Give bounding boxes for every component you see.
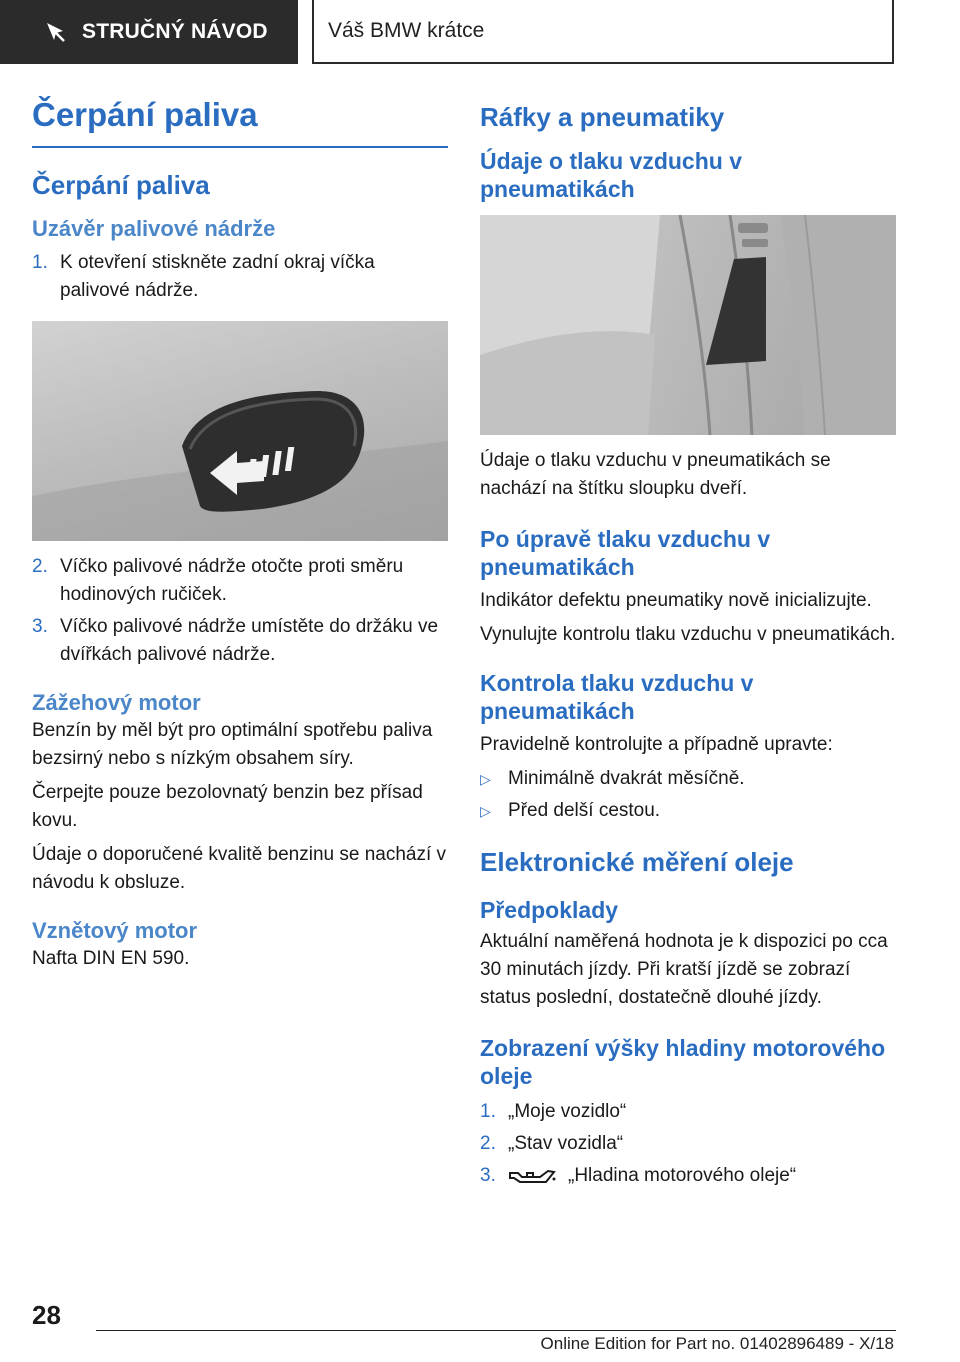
left-column	[32, 96, 448, 973]
header-section-title	[312, 0, 894, 64]
list-item	[480, 1130, 896, 1158]
step-text: „Stav vozidla“	[508, 1133, 624, 1154]
bullet-text: Minimálně dvakrát měsíčně.	[508, 768, 745, 789]
step-text: Víčko palivové nádrže umístěte do držáku ve dvířkách palivové nádrže.	[60, 616, 439, 665]
pointer-arrow-icon	[44, 20, 68, 44]
footer-edition: Online Edition for Part no. 01402896489 - X/18	[540, 1334, 894, 1353]
petrol-heading: Zážehový motor	[32, 690, 201, 715]
oil-measurement-title: Elektronické měření oleje	[480, 847, 794, 877]
petrol-paragraph-2: Čerpejte pouze bezolovnatý benzin bez přísad kovu.	[32, 782, 423, 831]
list-item	[32, 613, 448, 669]
oil-level-heading: Zobrazení výšky hladiny motorového oleje	[480, 1035, 886, 1089]
list-item	[32, 249, 448, 305]
list-item	[480, 765, 896, 793]
fuel-cap-illustration	[32, 321, 448, 541]
step-text: „Hladina motorového oleje“	[568, 1165, 797, 1186]
pressure-check-heading: Kontrola tlaku vzduchu v pneumatikách	[480, 670, 754, 724]
section-title-refuel: Čerpání paliva	[32, 170, 210, 200]
petrol-paragraph-1: Benzín by měl být pro optimální spotřebu paliva bezsirný nebo s nízkým obsahem síry.	[32, 720, 433, 769]
step-number: 2.	[480, 1133, 496, 1154]
section-title-tyres: Ráfky a pneumatiky	[480, 102, 725, 132]
after-paragraph-2: Vynulujte kontrolu tlaku vzduchu v pneumatikách.	[480, 624, 896, 645]
door-pillar-image	[480, 215, 896, 435]
diesel-paragraph: Nafta DIN EN 590.	[32, 948, 190, 969]
triangle-bullet-icon: ▷	[480, 771, 491, 787]
list-item	[32, 553, 448, 609]
fuel-cap-heading: Uzávěr palivové nádrže	[32, 216, 276, 241]
diesel-heading: Vznětový motor	[32, 918, 198, 943]
oil-can-icon	[508, 1165, 556, 1187]
step-text: Víčko palivové nádrže otočte proti směru hodinových ručiček.	[60, 556, 404, 605]
prerequisites-heading: Předpoklady	[480, 897, 619, 923]
pressure-data-text: Údaje o tlaku vzduchu v pneumatikách se nachází na štítku sloupku dveří.	[480, 450, 831, 499]
list-item	[480, 797, 896, 825]
page-title: Čerpání paliva	[32, 96, 448, 148]
door-pillar-illustration	[480, 215, 896, 435]
fuel-cap-image	[32, 321, 448, 541]
triangle-bullet-icon: ▷	[480, 803, 491, 819]
step-number: 3.	[32, 616, 48, 637]
pressure-data-heading: Údaje o tlaku vzduchu v pneumatikách	[480, 148, 742, 202]
prerequisites-text: Aktuální naměřená hodnota je k dispozici po cca 30 minutách jízdy. Při kratší jízdě se zobrazí status poslední, dostatečně dlouhé jízdy.	[480, 931, 888, 1008]
page-number: 28	[32, 1300, 61, 1330]
list-item	[480, 1162, 896, 1190]
step-number: 1.	[480, 1101, 496, 1122]
header-section-label: Váš BMW krátce	[328, 19, 485, 42]
header-tab[interactable]	[0, 0, 298, 64]
after-paragraph-1: Indikátor defektu pneumatiky nově inicializujte.	[480, 590, 872, 611]
pressure-check-intro: Pravidelně kontrolujte a případně upravte:	[480, 734, 833, 755]
footer-divider	[96, 1330, 896, 1331]
step-number: 2.	[32, 556, 48, 577]
step-number: 1.	[32, 252, 48, 273]
petrol-paragraph-3: Údaje o doporučené kvalitě benzinu se nachází v návodu k obsluze.	[32, 844, 447, 893]
bullet-text: Před delší cestou.	[508, 800, 661, 821]
step-number: 3.	[480, 1165, 496, 1186]
step-text: K otevření stiskněte zadní okraj víčka palivové nádrže.	[60, 252, 375, 301]
step-text: „Moje vozidlo“	[508, 1101, 627, 1122]
header-tab-label: STRUČNÝ NÁVOD	[82, 20, 268, 43]
right-column	[480, 102, 896, 1190]
after-adjustment-heading: Po úpravě tlaku vzduchu v pneumatikách	[480, 526, 771, 580]
list-item	[480, 1098, 896, 1126]
